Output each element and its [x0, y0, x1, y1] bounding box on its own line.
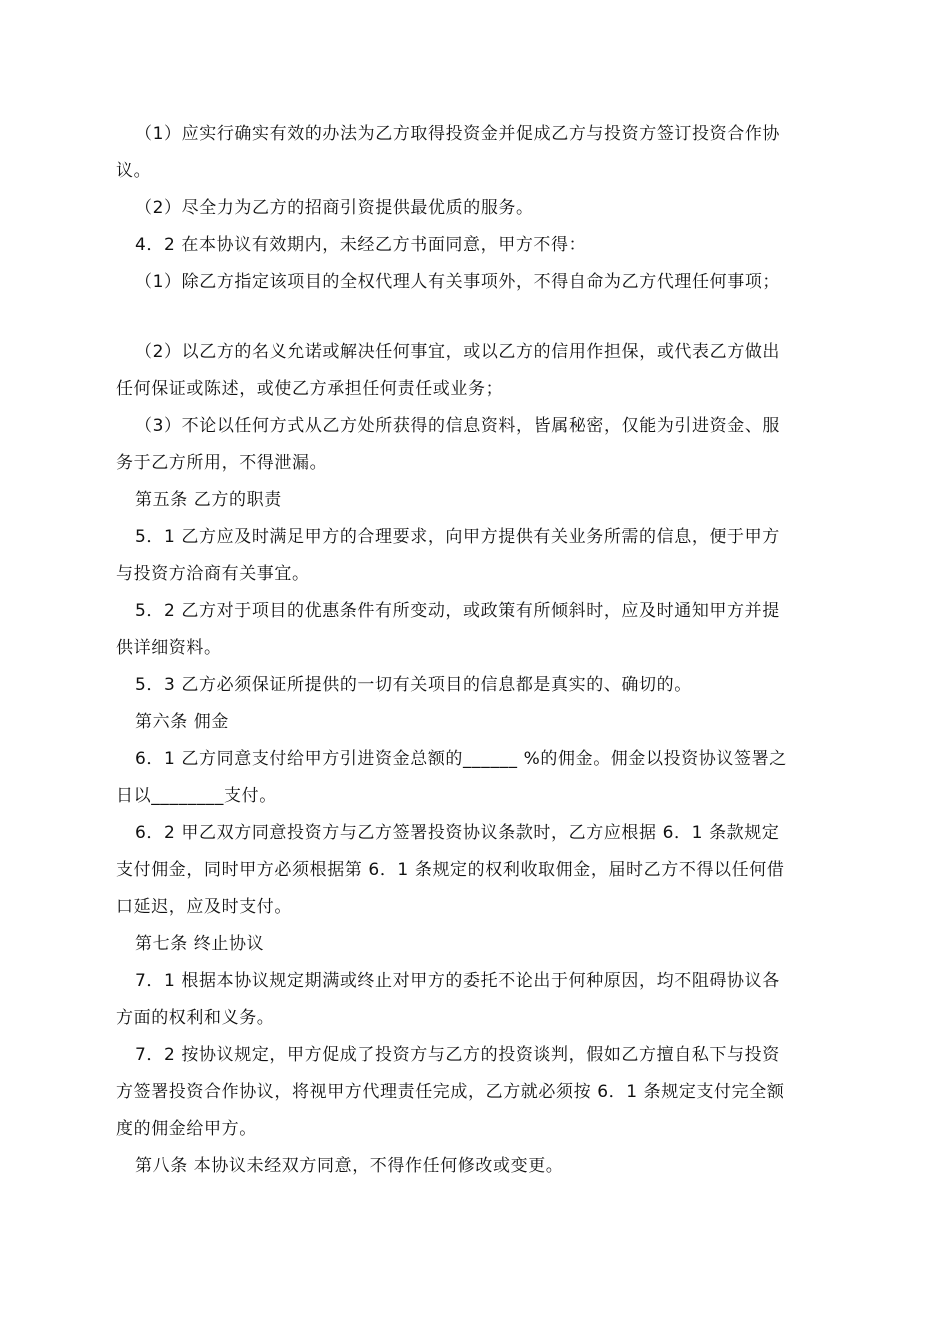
paragraph-line: 5．1 乙方应及时满足甲方的合理要求，向甲方提供有关业务所需的信息，便于甲方 [135, 527, 780, 547]
paragraph-line: （1）应实行确实有效的办法为乙方取得投资金并促成乙方与投资方签订投资合作协 [135, 124, 781, 144]
paragraph-line: 7．1 根据本协议规定期满或终止对甲方的委托不论出于何种原因，均不阻碍协议各 [135, 971, 780, 991]
paragraph-line: （1）除乙方指定该项目的全权代理人有关事项外，不得自命为乙方代理任何事项； [135, 272, 781, 292]
document-body [116, 122, 836, 1178]
paragraph-line: （3）不论以任何方式从乙方处所获得的信息资料，皆属秘密，仅能为引进资金、服 [135, 416, 781, 436]
section-heading: 第六条 佣金 [135, 712, 230, 732]
section-heading: 第五条 乙方的职责 [135, 490, 282, 510]
paragraph-line: 与投资方洽商有关事宜。 [116, 564, 310, 584]
paragraph-line: 6．2 甲乙双方同意投资方与乙方签署投资协议条款时，乙方应根据 6．1 条款规定 [135, 823, 780, 843]
section-heading: 第七条 终止协议 [135, 934, 265, 954]
paragraph-line: 议。 [116, 161, 152, 181]
paragraph-line: 方面的权利和义务。 [116, 1008, 275, 1028]
paragraph-line: 务于乙方所用，不得泄漏。 [116, 453, 328, 473]
paragraph-line: 任何保证或陈述，或使乙方承担任何责任或业务； [116, 379, 504, 399]
paragraph-line: 6．1 乙方同意支付给甲方引进资金总额的______ %的佣金。佣金以投资协议签署之 [135, 749, 787, 769]
paragraph-line: 7．2 按协议规定，甲方促成了投资方与乙方的投资谈判，假如乙方擅自私下与投资 [135, 1045, 780, 1065]
paragraph-line: 4．2 在本协议有效期内，未经乙方书面同意，甲方不得： [135, 235, 587, 255]
paragraph-line: 5．2 乙方对于项目的优惠条件有所变动，或政策有所倾斜时，应及时通知甲方并提 [135, 601, 780, 621]
paragraph-line: 5．3 乙方必须保证所提供的一切有关项目的信息都是真实的、确切的。 [135, 675, 692, 695]
paragraph-line: 方签署投资合作协议，将视甲方代理责任完成，乙方就必须按 6．1 条规定支付完全额 [116, 1082, 785, 1102]
paragraph-line: 供详细资料。 [116, 638, 222, 658]
paragraph-line: （2）尽全力为乙方的招商引资提供最优质的服务。 [135, 198, 534, 218]
paragraph-line: 口延迟，应及时支付。 [116, 897, 292, 917]
paragraph-line: 支付佣金，同时甲方必须根据第 6．1 条规定的权利收取佣金，届时乙方不得以任何借 [116, 860, 785, 880]
paragraph-line: （2）以乙方的名义允诺或解决任何事宜，或以乙方的信用作担保，或代表乙方做出 [135, 342, 781, 362]
paragraph-line: 日以________支付。 [116, 786, 277, 806]
section-heading: 第八条 本协议未经双方同意，不得作任何修改或变更。 [135, 1156, 564, 1176]
paragraph-line: 度的佣金给甲方。 [116, 1119, 257, 1139]
